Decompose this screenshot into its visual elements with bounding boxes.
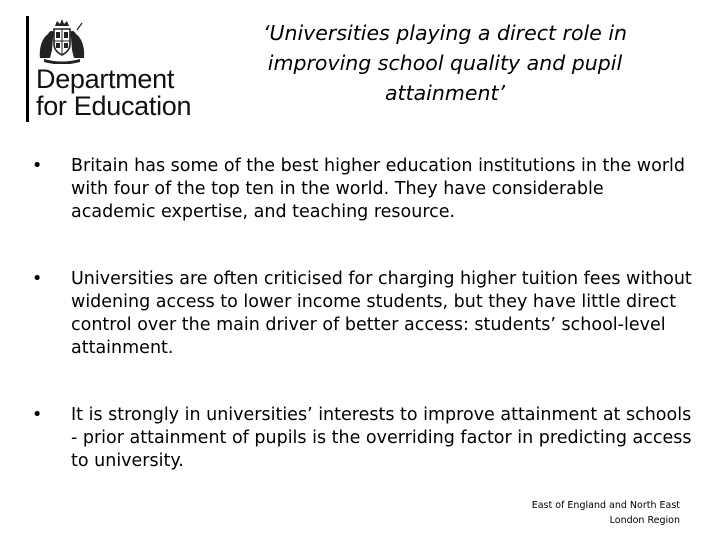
bullet-icon: • bbox=[32, 269, 43, 289]
bullet-text: Universities are often criticised for charging higher tuition fees without widening access to lower income students, but they have little direct control over the main driver of better access: students’ school-level attainment. bbox=[71, 269, 692, 358]
bullet-icon: • bbox=[32, 156, 43, 176]
slide-title: ‘Universities playing a direct role in improving school quality and pupil attainment’ bbox=[262, 21, 628, 105]
bullet-icon: • bbox=[32, 405, 43, 425]
royal-coat-of-arms-icon bbox=[36, 18, 88, 64]
bullet-list bbox=[32, 155, 692, 517]
dfe-logo bbox=[26, 16, 216, 128]
bullet-item bbox=[32, 155, 692, 224]
bullet-item bbox=[32, 404, 692, 473]
logo-divider bbox=[26, 16, 29, 122]
bullet-item bbox=[32, 268, 692, 360]
department-name-line1: Department bbox=[36, 64, 175, 94]
bullet-text: It is strongly in universities’ interests to improve attainment at schools - prior attainment of pupils is the overriding factor in predicting access to university. bbox=[71, 405, 692, 471]
department-name-line2: for Education bbox=[36, 91, 192, 121]
bullet-text: Britain has some of the best higher education institutions in the world with four of the top ten in the world. They have considerable academic expertise, and teaching resource. bbox=[71, 156, 685, 222]
department-name bbox=[36, 66, 191, 120]
footer-line2: London Region bbox=[609, 515, 680, 526]
region-footer bbox=[532, 498, 680, 528]
footer-line1: East of England and North East bbox=[531, 500, 680, 511]
